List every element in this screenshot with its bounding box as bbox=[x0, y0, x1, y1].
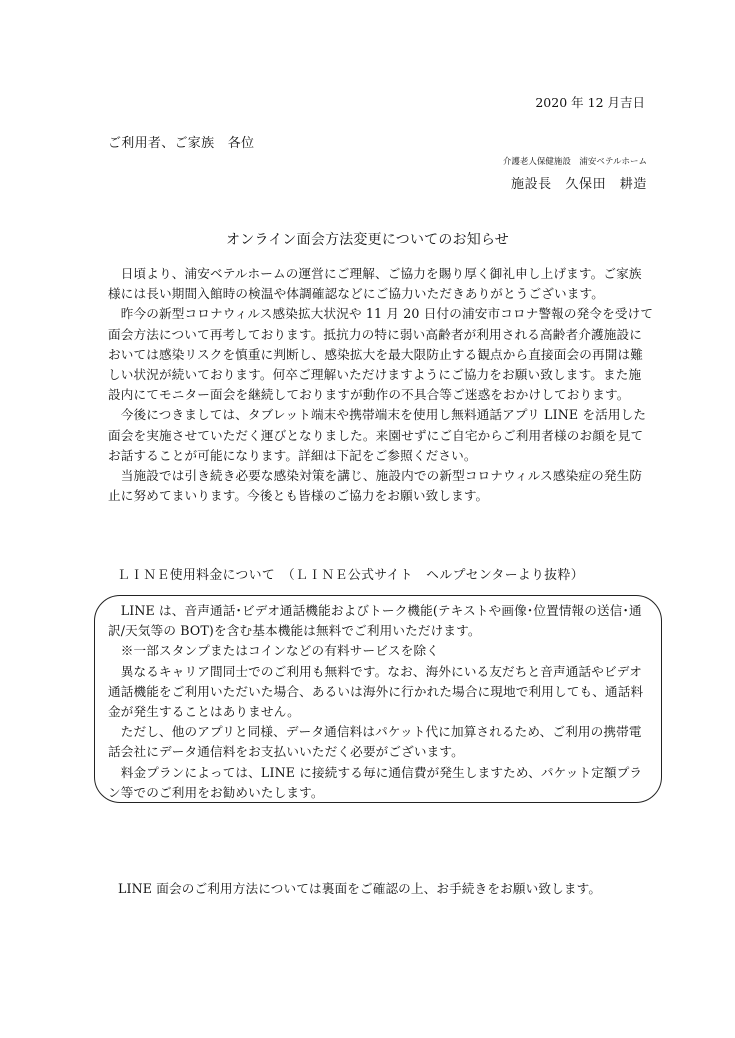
body-line: 面会方法について再考しております。抵抗力の特に弱い高齢者が利用される高齢者介護施設に bbox=[108, 326, 642, 342]
line-fee-heading: ＬＩＮＥ使用料金について （ＬＩＮＥ公式サイト ヘルプセンターより抜粋） bbox=[117, 568, 584, 583]
facility-name: 介護老人保健施設 浦安ベテルホーム bbox=[502, 157, 647, 167]
box-line: 料金プランによっては、LINE に接続する毎に通信費が発生しますため、パケット定額プラ bbox=[108, 764, 643, 780]
box-line: LINE は、音声通話･ビデオ通話機能およびトーク機能(テキストや画像･位置情報の送信･通 bbox=[108, 603, 642, 618]
body-line: 様には長い期間入館時の検温や体調確認などにご協力いただきありがとうございます。 bbox=[108, 286, 604, 302]
body-line: 今後につきましては、タブレット端末や携帯端末を使用し無料通話アプリ LINE を活用した bbox=[108, 407, 647, 423]
box-line: 通話機能をご利用いただいた場合、あるいは海外に行かれた場合に現地で利用しても、通話料 bbox=[108, 683, 644, 699]
box-line: 話会社にデータ通信料をお支払いいただく必要がございます。 bbox=[108, 744, 464, 760]
body-line: 日頃より、浦安ベテルホームの運営にご理解、ご協力を賜り厚く御礼申し上げます。ご家族 bbox=[108, 266, 642, 281]
box-line: ただし、他のアプリと同様、データ通信料はパケット代に加算されるため、ご利用の携帯電 bbox=[108, 724, 642, 740]
box-line: ※一部スタンプまたはコインなどの有料サービスを除く bbox=[108, 643, 439, 659]
box-line: ン等でのご利用をお勧めいたします。 bbox=[108, 784, 324, 800]
box-line: 異なるキャリア間同士でのご利用も無料です。なお、海外にいる友だちと音声通話やビデオ bbox=[108, 663, 642, 679]
box-line: 金が発生することはありません。 bbox=[108, 704, 300, 720]
closing-note: LINE 面会のご利用方法については裏面をご確認の上、お手続きをお願い致します。 bbox=[118, 881, 602, 896]
body-line: 昨今の新型コロナウィルス感染拡大状況や 11 月 20 日付の浦安市コロナ警報の発令を受けて bbox=[108, 306, 654, 322]
body-line: 設内にてモニター面会を継続しておりますが動作の不具合等ご迷惑をおかけしております。 bbox=[108, 387, 630, 403]
box-line: 訳/天気等の BOT)を含む基本機能は無料でご利用いただけます。 bbox=[108, 623, 481, 639]
line-fee-text bbox=[108, 601, 656, 803]
addressee: ご利用者、ご家族 各位 bbox=[108, 136, 255, 151]
body-line: 面会を実施させていただく運びとなりました。来園せずにご自宅からご利用者様のお顔を見て bbox=[108, 427, 644, 443]
body-line: 当施設では引き続き必要な感染対策を講じ、施設内での新型コロナウィルス感染症の発生防 bbox=[108, 468, 643, 484]
body-line: しい状況が続いております。何卒ご理解いただけますようにご協力をお願い致します。また施 bbox=[108, 367, 642, 383]
body-line: 止に努めてまいります。今後とも皆様のご協力をお願い致します。 bbox=[108, 488, 489, 504]
signer-name: 施設長 久保田 耕造 bbox=[510, 177, 647, 192]
body-line: お話することが可能になります。詳細は下記をご参照ください。 bbox=[108, 447, 477, 463]
notice-title: オンライン面会方法変更についてのお知らせ bbox=[226, 232, 509, 248]
notice-body bbox=[108, 264, 654, 506]
issue-date: 2020 年 12 月吉日 bbox=[535, 95, 645, 110]
body-line: おいては感染リスクを慎重に判断し、感染拡大を最大限防止する観点から直接面会の再開は難 bbox=[108, 346, 643, 362]
